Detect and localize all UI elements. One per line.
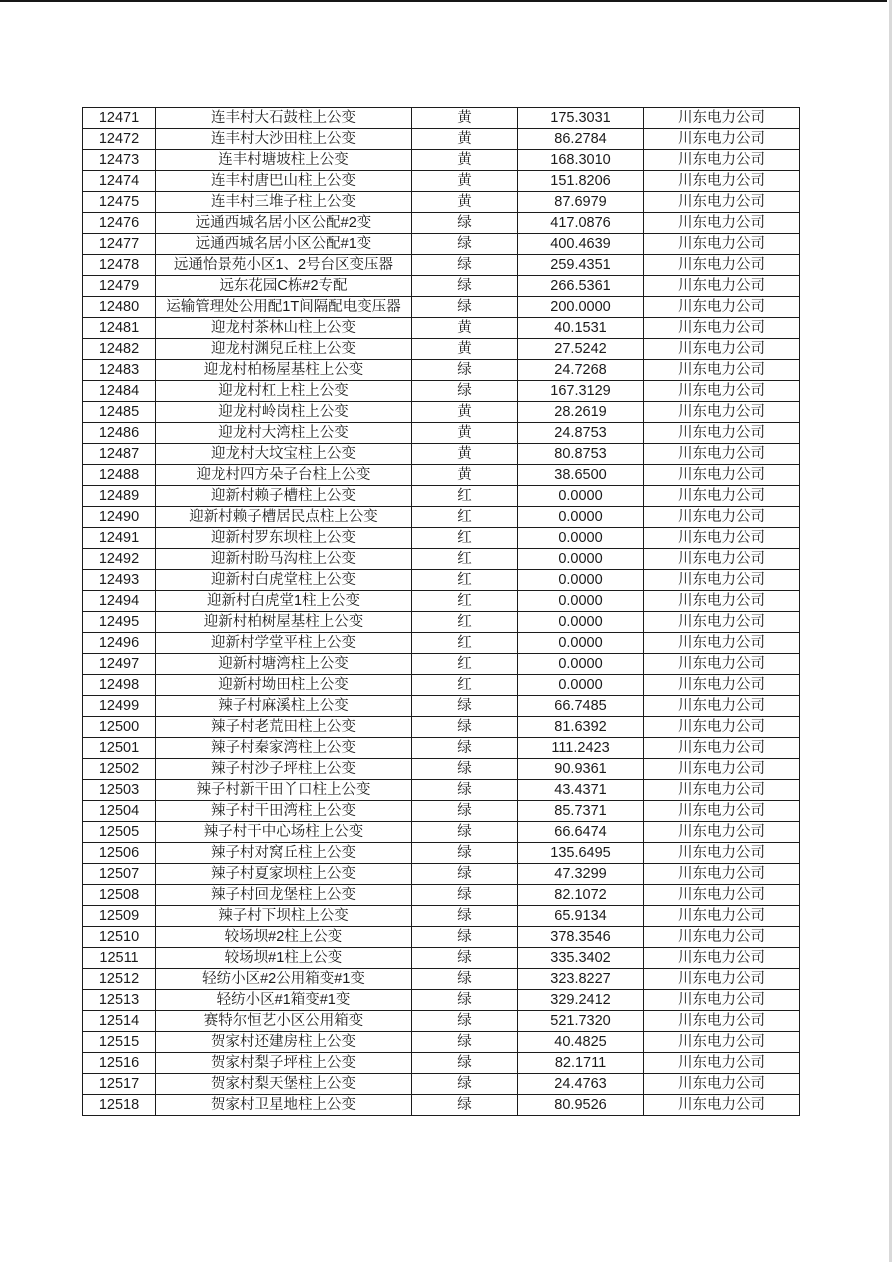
cell-status: 黄 xyxy=(412,150,518,171)
table-body xyxy=(83,108,800,1116)
cell-value: 40.4825 xyxy=(518,1032,644,1053)
cell-status: 红 xyxy=(412,507,518,528)
cell-id: 12486 xyxy=(83,423,156,444)
cell-name: 迎龙村茶林山柱上公变 xyxy=(156,318,412,339)
cell-value: 38.6500 xyxy=(518,465,644,486)
cell-company: 川东电力公司 xyxy=(644,549,800,570)
cell-status: 绿 xyxy=(412,738,518,759)
table-row xyxy=(83,234,800,255)
cell-status: 绿 xyxy=(412,696,518,717)
cell-name: 连丰村塘坡柱上公变 xyxy=(156,150,412,171)
cell-id: 12476 xyxy=(83,213,156,234)
cell-name: 轻纺小区#2公用箱变#1变 xyxy=(156,969,412,990)
cell-value: 0.0000 xyxy=(518,654,644,675)
cell-id: 12515 xyxy=(83,1032,156,1053)
cell-status: 绿 xyxy=(412,255,518,276)
cell-status: 黄 xyxy=(412,192,518,213)
cell-company: 川东电力公司 xyxy=(644,843,800,864)
cell-id: 12488 xyxy=(83,465,156,486)
cell-status: 绿 xyxy=(412,276,518,297)
cell-status: 绿 xyxy=(412,1011,518,1032)
cell-value: 40.1531 xyxy=(518,318,644,339)
cell-value: 323.8227 xyxy=(518,969,644,990)
cell-company: 川东电力公司 xyxy=(644,801,800,822)
cell-value: 24.8753 xyxy=(518,423,644,444)
cell-company: 川东电力公司 xyxy=(644,1053,800,1074)
cell-company: 川东电力公司 xyxy=(644,591,800,612)
cell-id: 12485 xyxy=(83,402,156,423)
table-row xyxy=(83,780,800,801)
cell-company: 川东电力公司 xyxy=(644,297,800,318)
cell-value: 0.0000 xyxy=(518,675,644,696)
cell-status: 黄 xyxy=(412,108,518,129)
cell-id: 12508 xyxy=(83,885,156,906)
cell-company: 川东电力公司 xyxy=(644,171,800,192)
cell-value: 0.0000 xyxy=(518,612,644,633)
cell-company: 川东电力公司 xyxy=(644,150,800,171)
cell-value: 167.3129 xyxy=(518,381,644,402)
cell-name: 远东花园C栋#2专配 xyxy=(156,276,412,297)
cell-name: 迎龙村杠上柱上公变 xyxy=(156,381,412,402)
cell-status: 黄 xyxy=(412,171,518,192)
table-row xyxy=(83,612,800,633)
cell-value: 417.0876 xyxy=(518,213,644,234)
table-row xyxy=(83,108,800,129)
cell-status: 绿 xyxy=(412,780,518,801)
cell-name: 较场坝#2柱上公变 xyxy=(156,927,412,948)
table-row xyxy=(83,591,800,612)
cell-name: 远通西城名居小区公配#2变 xyxy=(156,213,412,234)
cell-id: 12500 xyxy=(83,717,156,738)
cell-status: 绿 xyxy=(412,1074,518,1095)
cell-status: 黄 xyxy=(412,423,518,444)
cell-id: 12479 xyxy=(83,276,156,297)
cell-name: 辣子村新干田丫口柱上公变 xyxy=(156,780,412,801)
table-row xyxy=(83,990,800,1011)
cell-name: 赛特尔恒艺小区公用箱变 xyxy=(156,1011,412,1032)
table-row xyxy=(83,318,800,339)
cell-status: 绿 xyxy=(412,885,518,906)
cell-status: 绿 xyxy=(412,801,518,822)
cell-company: 川东电力公司 xyxy=(644,1074,800,1095)
cell-id: 12502 xyxy=(83,759,156,780)
table-row xyxy=(83,948,800,969)
table-row xyxy=(83,927,800,948)
table-row xyxy=(83,801,800,822)
cell-value: 151.8206 xyxy=(518,171,644,192)
cell-name: 辣子村干田湾柱上公变 xyxy=(156,801,412,822)
cell-status: 红 xyxy=(412,612,518,633)
table-row xyxy=(83,654,800,675)
cell-id: 12506 xyxy=(83,843,156,864)
cell-company: 川东电力公司 xyxy=(644,318,800,339)
cell-name: 迎新村坳田柱上公变 xyxy=(156,675,412,696)
cell-id: 12481 xyxy=(83,318,156,339)
table-row xyxy=(83,276,800,297)
cell-name: 迎新村赖子槽居民点柱上公变 xyxy=(156,507,412,528)
cell-value: 0.0000 xyxy=(518,591,644,612)
cell-name: 轻纺小区#1箱变#1变 xyxy=(156,990,412,1011)
table-row xyxy=(83,1053,800,1074)
table-row xyxy=(83,822,800,843)
cell-name: 辣子村夏家坝柱上公变 xyxy=(156,864,412,885)
cell-value: 27.5242 xyxy=(518,339,644,360)
cell-company: 川东电力公司 xyxy=(644,423,800,444)
cell-id: 12487 xyxy=(83,444,156,465)
cell-value: 329.2412 xyxy=(518,990,644,1011)
cell-id: 12492 xyxy=(83,549,156,570)
cell-value: 135.6495 xyxy=(518,843,644,864)
cell-id: 12494 xyxy=(83,591,156,612)
cell-value: 200.0000 xyxy=(518,297,644,318)
cell-id: 12512 xyxy=(83,969,156,990)
table-row xyxy=(83,738,800,759)
cell-status: 绿 xyxy=(412,906,518,927)
cell-name: 迎龙村大湾柱上公变 xyxy=(156,423,412,444)
cell-name: 连丰村大石鼓柱上公变 xyxy=(156,108,412,129)
table-row xyxy=(83,675,800,696)
cell-value: 168.3010 xyxy=(518,150,644,171)
cell-id: 12490 xyxy=(83,507,156,528)
cell-id: 12495 xyxy=(83,612,156,633)
cell-name: 迎新村学堂平柱上公变 xyxy=(156,633,412,654)
cell-id: 12496 xyxy=(83,633,156,654)
cell-company: 川东电力公司 xyxy=(644,360,800,381)
cell-status: 绿 xyxy=(412,1095,518,1116)
cell-id: 12513 xyxy=(83,990,156,1011)
cell-company: 川东电力公司 xyxy=(644,528,800,549)
cell-company: 川东电力公司 xyxy=(644,654,800,675)
cell-id: 12501 xyxy=(83,738,156,759)
cell-name: 贺家村卫星地柱上公变 xyxy=(156,1095,412,1116)
cell-id: 12503 xyxy=(83,780,156,801)
cell-company: 川东电力公司 xyxy=(644,234,800,255)
cell-status: 绿 xyxy=(412,360,518,381)
cell-company: 川东电力公司 xyxy=(644,129,800,150)
table-row xyxy=(83,150,800,171)
cell-company: 川东电力公司 xyxy=(644,675,800,696)
cell-company: 川东电力公司 xyxy=(644,465,800,486)
cell-status: 绿 xyxy=(412,234,518,255)
cell-name: 贺家村梨天堡柱上公变 xyxy=(156,1074,412,1095)
cell-company: 川东电力公司 xyxy=(644,990,800,1011)
cell-status: 红 xyxy=(412,486,518,507)
cell-id: 12478 xyxy=(83,255,156,276)
cell-company: 川东电力公司 xyxy=(644,507,800,528)
table-row xyxy=(83,864,800,885)
cell-value: 82.1072 xyxy=(518,885,644,906)
cell-value: 24.4763 xyxy=(518,1074,644,1095)
cell-status: 绿 xyxy=(412,381,518,402)
cell-value: 0.0000 xyxy=(518,633,644,654)
cell-id: 12504 xyxy=(83,801,156,822)
cell-value: 87.6979 xyxy=(518,192,644,213)
table-row xyxy=(83,381,800,402)
cell-status: 绿 xyxy=(412,759,518,780)
cell-value: 111.2423 xyxy=(518,738,644,759)
cell-id: 12483 xyxy=(83,360,156,381)
cell-company: 川东电力公司 xyxy=(644,885,800,906)
table-row xyxy=(83,465,800,486)
cell-company: 川东电力公司 xyxy=(644,738,800,759)
cell-company: 川东电力公司 xyxy=(644,1011,800,1032)
cell-company: 川东电力公司 xyxy=(644,864,800,885)
table-row xyxy=(83,297,800,318)
table-row xyxy=(83,906,800,927)
cell-value: 65.9134 xyxy=(518,906,644,927)
cell-value: 0.0000 xyxy=(518,570,644,591)
cell-name: 贺家村梨子坪柱上公变 xyxy=(156,1053,412,1074)
cell-company: 川东电力公司 xyxy=(644,927,800,948)
cell-id: 12489 xyxy=(83,486,156,507)
cell-company: 川东电力公司 xyxy=(644,486,800,507)
cell-id: 12473 xyxy=(83,150,156,171)
cell-value: 81.6392 xyxy=(518,717,644,738)
cell-id: 12510 xyxy=(83,927,156,948)
cell-name: 迎龙村大坟宝柱上公变 xyxy=(156,444,412,465)
cell-value: 259.4351 xyxy=(518,255,644,276)
cell-value: 0.0000 xyxy=(518,549,644,570)
cell-company: 川东电力公司 xyxy=(644,696,800,717)
cell-status: 黄 xyxy=(412,129,518,150)
cell-name: 迎新村罗东坝柱上公变 xyxy=(156,528,412,549)
transformer-table xyxy=(82,107,800,1116)
table-row xyxy=(83,486,800,507)
cell-company: 川东电力公司 xyxy=(644,633,800,654)
cell-value: 400.4639 xyxy=(518,234,644,255)
table-row xyxy=(83,192,800,213)
cell-value: 175.3031 xyxy=(518,108,644,129)
cell-value: 43.4371 xyxy=(518,780,644,801)
cell-id: 12505 xyxy=(83,822,156,843)
cell-name: 迎新村塘湾柱上公变 xyxy=(156,654,412,675)
cell-company: 川东电力公司 xyxy=(644,402,800,423)
cell-status: 绿 xyxy=(412,927,518,948)
cell-value: 90.9361 xyxy=(518,759,644,780)
cell-value: 335.3402 xyxy=(518,948,644,969)
cell-name: 连丰村大沙田柱上公变 xyxy=(156,129,412,150)
cell-value: 66.6474 xyxy=(518,822,644,843)
cell-company: 川东电力公司 xyxy=(644,213,800,234)
cell-company: 川东电力公司 xyxy=(644,948,800,969)
table-row xyxy=(83,696,800,717)
cell-status: 黄 xyxy=(412,444,518,465)
cell-name: 辣子村麻溪柱上公变 xyxy=(156,696,412,717)
table-row xyxy=(83,423,800,444)
table-row xyxy=(83,1074,800,1095)
cell-id: 12516 xyxy=(83,1053,156,1074)
cell-name: 迎龙村渊兒丘柱上公变 xyxy=(156,339,412,360)
cell-name: 辣子村干中心场柱上公变 xyxy=(156,822,412,843)
cell-name: 运输管理处公用配1T间隔配电变压器 xyxy=(156,297,412,318)
cell-company: 川东电力公司 xyxy=(644,444,800,465)
cell-value: 521.7320 xyxy=(518,1011,644,1032)
table-row xyxy=(83,549,800,570)
cell-id: 12472 xyxy=(83,129,156,150)
cell-company: 川东电力公司 xyxy=(644,822,800,843)
cell-id: 12474 xyxy=(83,171,156,192)
table-row xyxy=(83,843,800,864)
cell-id: 12484 xyxy=(83,381,156,402)
table-row xyxy=(83,507,800,528)
cell-value: 80.9526 xyxy=(518,1095,644,1116)
cell-id: 12477 xyxy=(83,234,156,255)
cell-company: 川东电力公司 xyxy=(644,1032,800,1053)
cell-id: 12509 xyxy=(83,906,156,927)
cell-status: 绿 xyxy=(412,948,518,969)
cell-id: 12482 xyxy=(83,339,156,360)
cell-company: 川东电力公司 xyxy=(644,612,800,633)
cell-status: 红 xyxy=(412,654,518,675)
cell-id: 12511 xyxy=(83,948,156,969)
cell-value: 0.0000 xyxy=(518,507,644,528)
cell-name: 较场坝#1柱上公变 xyxy=(156,948,412,969)
cell-company: 川东电力公司 xyxy=(644,339,800,360)
cell-status: 红 xyxy=(412,633,518,654)
cell-status: 黄 xyxy=(412,339,518,360)
cell-company: 川东电力公司 xyxy=(644,780,800,801)
cell-value: 82.1711 xyxy=(518,1053,644,1074)
cell-company: 川东电力公司 xyxy=(644,255,800,276)
cell-name: 迎新村赖子槽柱上公变 xyxy=(156,486,412,507)
table-row xyxy=(83,633,800,654)
cell-name: 迎新村白虎堂柱上公变 xyxy=(156,570,412,591)
cell-value: 266.5361 xyxy=(518,276,644,297)
cell-name: 辣子村沙子坪柱上公变 xyxy=(156,759,412,780)
cell-name: 迎新村白虎堂1柱上公变 xyxy=(156,591,412,612)
table-row xyxy=(83,1095,800,1116)
cell-status: 黄 xyxy=(412,318,518,339)
cell-id: 12497 xyxy=(83,654,156,675)
cell-company: 川东电力公司 xyxy=(644,759,800,780)
page-top-edge-line xyxy=(0,0,887,2)
cell-status: 绿 xyxy=(412,213,518,234)
cell-name: 辣子村下坝柱上公变 xyxy=(156,906,412,927)
table-row xyxy=(83,717,800,738)
cell-name: 连丰村三堆子柱上公变 xyxy=(156,192,412,213)
cell-id: 12514 xyxy=(83,1011,156,1032)
cell-company: 川东电力公司 xyxy=(644,906,800,927)
table-row xyxy=(83,528,800,549)
cell-id: 12507 xyxy=(83,864,156,885)
table-row xyxy=(83,255,800,276)
cell-company: 川东电力公司 xyxy=(644,969,800,990)
cell-name: 辣子村回龙堡柱上公变 xyxy=(156,885,412,906)
cell-company: 川东电力公司 xyxy=(644,570,800,591)
cell-id: 12475 xyxy=(83,192,156,213)
cell-name: 贺家村还建房柱上公变 xyxy=(156,1032,412,1053)
cell-status: 红 xyxy=(412,591,518,612)
table-row xyxy=(83,570,800,591)
cell-value: 85.7371 xyxy=(518,801,644,822)
cell-id: 12480 xyxy=(83,297,156,318)
cell-name: 迎龙村柏杨屋基柱上公变 xyxy=(156,360,412,381)
cell-value: 0.0000 xyxy=(518,528,644,549)
cell-name: 迎新村盼马沟柱上公变 xyxy=(156,549,412,570)
cell-status: 绿 xyxy=(412,843,518,864)
table-row xyxy=(83,1011,800,1032)
table-row xyxy=(83,360,800,381)
cell-company: 川东电力公司 xyxy=(644,381,800,402)
cell-name: 辣子村秦家湾柱上公变 xyxy=(156,738,412,759)
cell-value: 378.3546 xyxy=(518,927,644,948)
table-row xyxy=(83,339,800,360)
table-row xyxy=(83,444,800,465)
table-row xyxy=(83,402,800,423)
cell-status: 绿 xyxy=(412,864,518,885)
cell-company: 川东电力公司 xyxy=(644,717,800,738)
cell-id: 12498 xyxy=(83,675,156,696)
cell-value: 28.2619 xyxy=(518,402,644,423)
cell-name: 辣子村对窝丘柱上公变 xyxy=(156,843,412,864)
cell-name: 辣子村老荒田柱上公变 xyxy=(156,717,412,738)
table-row xyxy=(83,759,800,780)
cell-company: 川东电力公司 xyxy=(644,192,800,213)
cell-status: 黄 xyxy=(412,402,518,423)
cell-name: 迎龙村岭岗柱上公变 xyxy=(156,402,412,423)
cell-value: 80.8753 xyxy=(518,444,644,465)
cell-status: 绿 xyxy=(412,990,518,1011)
cell-value: 24.7268 xyxy=(518,360,644,381)
table-row xyxy=(83,171,800,192)
cell-name: 远通怡景苑小区1、2号台区变压器 xyxy=(156,255,412,276)
cell-company: 川东电力公司 xyxy=(644,276,800,297)
cell-id: 12517 xyxy=(83,1074,156,1095)
cell-id: 12499 xyxy=(83,696,156,717)
cell-id: 12493 xyxy=(83,570,156,591)
cell-value: 86.2784 xyxy=(518,129,644,150)
cell-value: 47.3299 xyxy=(518,864,644,885)
cell-name: 迎龙村四方朵子台柱上公变 xyxy=(156,465,412,486)
cell-status: 绿 xyxy=(412,822,518,843)
table-row xyxy=(83,885,800,906)
cell-value: 66.7485 xyxy=(518,696,644,717)
cell-status: 红 xyxy=(412,570,518,591)
table-row xyxy=(83,969,800,990)
cell-id: 12491 xyxy=(83,528,156,549)
cell-name: 远通西城名居小区公配#1变 xyxy=(156,234,412,255)
cell-value: 0.0000 xyxy=(518,486,644,507)
cell-status: 红 xyxy=(412,528,518,549)
cell-status: 绿 xyxy=(412,1032,518,1053)
cell-status: 黄 xyxy=(412,465,518,486)
cell-id: 12471 xyxy=(83,108,156,129)
cell-status: 红 xyxy=(412,549,518,570)
cell-status: 红 xyxy=(412,675,518,696)
cell-status: 绿 xyxy=(412,969,518,990)
table-row xyxy=(83,129,800,150)
cell-name: 迎新村柏树屋基柱上公变 xyxy=(156,612,412,633)
cell-status: 绿 xyxy=(412,1053,518,1074)
cell-company: 川东电力公司 xyxy=(644,1095,800,1116)
cell-name: 连丰村唐巴山柱上公变 xyxy=(156,171,412,192)
cell-company: 川东电力公司 xyxy=(644,108,800,129)
table-row xyxy=(83,1032,800,1053)
cell-status: 绿 xyxy=(412,717,518,738)
cell-status: 绿 xyxy=(412,297,518,318)
cell-id: 12518 xyxy=(83,1095,156,1116)
table-row xyxy=(83,213,800,234)
